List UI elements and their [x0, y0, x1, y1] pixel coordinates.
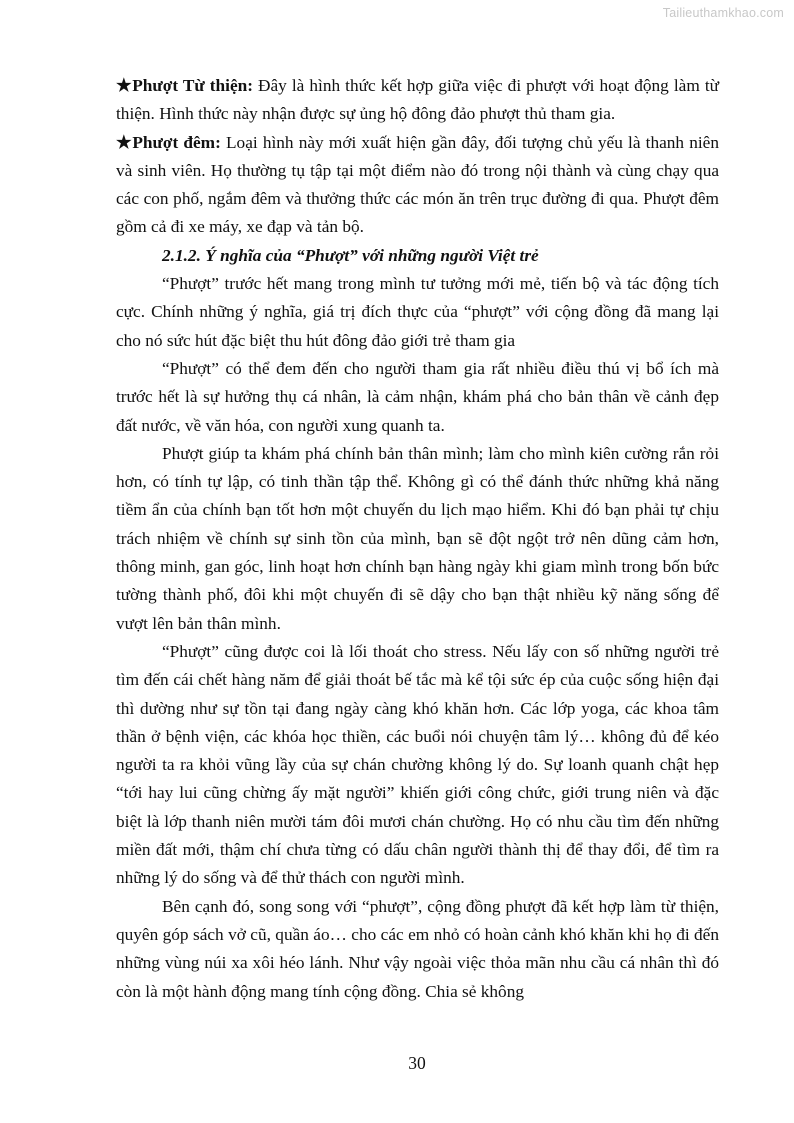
document-body	[116, 72, 719, 1006]
watermark: Tailieuthamkhao.com	[662, 6, 784, 20]
star-icon: ★	[116, 132, 133, 152]
star-icon: ★	[116, 76, 133, 95]
paragraph: “Phượt” có thể đem đến cho người tham gia rất nhiều điều thú vị bổ ích mà trước hết là sự hưởng thụ cá nhân, là cảm nhận, khám phá cho bản thân về cảnh đẹp đất nước, về văn hóa, con người xung quanh ta.	[116, 358, 719, 435]
section-heading: 2.1.2. Ý nghĩa của “Phượt” với những người Việt trẻ	[162, 245, 539, 265]
paragraph: Bên cạnh đó, song song với “phượt”, cộng đồng phượt đã kết hợp làm từ thiện, quyên góp sách vở cũ, quần áo… cho các em nhỏ có hoàn cảnh khó khăn khi họ đi đến những vùng núi xa xôi héo lánh. Như vậy ngoài việc thỏa mãn nhu cầu cá nhân thì đó còn là một hành động mang tính cộng đồng. Chia sẻ không	[116, 896, 719, 1001]
bullet-term: Phượt đêm:	[132, 132, 221, 152]
paragraph: “Phượt” trước hết mang trong mình tư tưởng mới mẻ, tiến bộ và tác động tích cực. Chính những ý nghĩa, giá trị đích thực của “phượt” với cộng đồng đã mang lại cho nó sức hút đặc biệt thu hút đông đảo giới trẻ tham gia	[116, 274, 719, 350]
bullet-term: Phượt Từ thiện:	[132, 76, 253, 95]
bullet-text: Loại hình này mới xuất hiện gần đây, đối tượng chủ yếu là thanh niên và sinh viên. Họ thường tụ tập tại một điểm nào đó trong nội thành và cùng chạy qua các con phố, ngắm đêm và thưởng thức các món ăn trên trục đường đi qua. Phượt đêm gồm cả đi xe máy, xe đạp và tản bộ.	[116, 132, 719, 237]
paragraph: Phượt giúp ta khám phá chính bản thân mình; làm cho mình kiên cường rắn rỏi hơn, có tính tự lập, có tinh thần tập thể. Không gì có thể đánh thức những khả năng tiềm ẩn của chính bạn tốt hơn một chuyến du lịch mạo hiểm. Khi đó bạn phải tự chịu trách nhiệm về chính sự sinh tồn của mình, bạn sẽ đột ngột trở nên dũng cảm hơn, thông minh, gan góc, linh hoạt hơn chính bạn hàng ngày khi giam mình trong bốn bức tường thành phố, đôi khi một chuyến đi sẽ dậy cho bạn thật nhiều kỹ năng sống để vượt lên bản thân mình.	[116, 443, 719, 633]
page-number: 30	[408, 1053, 426, 1073]
bullet-text: Đây là hình thức kết hợp giữa việc đi phượt với hoạt động làm từ thiện. Hình thức này nhận được sự ủng hộ đông đảo phượt thủ tham gia.	[116, 76, 719, 124]
bullet-night-trip	[116, 129, 719, 242]
bullet-charity-trip	[116, 72, 719, 129]
paragraph: “Phượt” cũng được coi là lối thoát cho stress. Nếu lấy con số những người trẻ tìm đến cái chết hàng năm để giải thoát bế tắc mà kể tội sức ép của cuộc sống hiện đại thì dường như sự tồn tại đang ngày càng khó khăn hơn. Các lớp yoga, các khoa tâm thần ở bệnh viện, các khóa học thiền, các buổi nói chuyện tâm lý… không đủ để kéo người ta ra khỏi vũng lầy của sự chán chường không lý do. Sự loanh quanh chật hẹp “tới hay lui cũng chừng ấy mặt người” khiến giới công chức, giới trung niên và đặc biệt là lớp thanh niên mười tám đôi mươi chán chường. Họ có nhu cầu tìm đến những miền đất mới, thậm chí chưa từng có dấu chân người thành thị để thay đổi, để tìm ra những lý do sống và để thử thách con người mình.	[116, 641, 719, 888]
